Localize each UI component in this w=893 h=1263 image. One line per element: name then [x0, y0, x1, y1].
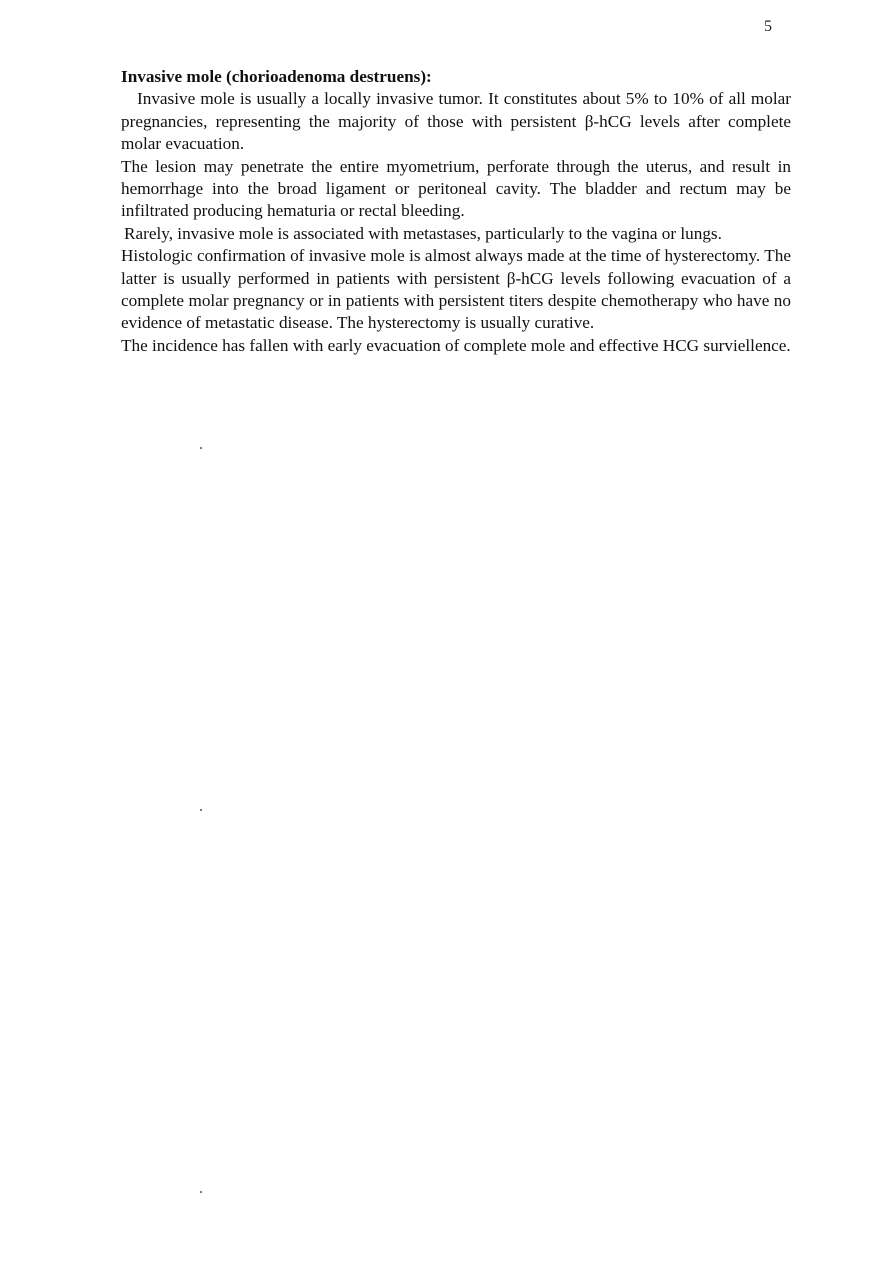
paragraph-histologic-confirmation: Histologic confirmation of invasive mole is almost always made at the time of hysterectomy. The latter is usually performed in patients with persistent β-hCG levels following evacuation of a complete molar pregnancy or in patients with persistent titers despite chemotherapy who have no evidence of metastatic disease. The hysterectomy is usually curative.	[121, 246, 791, 333]
paragraph-definition: Invasive mole is usually a locally invasive tumor. It constitutes about 5% to 10% of all molar pregnancies, representing the majority of those with persistent β-hCG levels after complete molar evacuation.	[121, 89, 791, 154]
section-heading: Invasive mole (chorioadenoma destruens):	[121, 67, 432, 86]
scan-speck	[200, 1191, 202, 1193]
scan-speck	[200, 447, 202, 449]
paragraph-incidence: The incidence has fallen with early evacuation of complete mole and effective HCG surviellence.	[121, 335, 791, 355]
page-number: 5	[764, 18, 772, 35]
paragraph-metastases: Rarely, invasive mole is associated with metastases, particularly to the vagina or lungs.	[124, 223, 722, 243]
paragraph-lesion: The lesion may penetrate the entire myometrium, perforate through the uterus, and result in hemorrhage into the broad ligament or peritoneal cavity. The bladder and rectum may be infiltrated producing hematuria or rectal bleeding.	[121, 156, 791, 221]
document-body	[121, 66, 791, 357]
scan-speck	[200, 809, 202, 811]
